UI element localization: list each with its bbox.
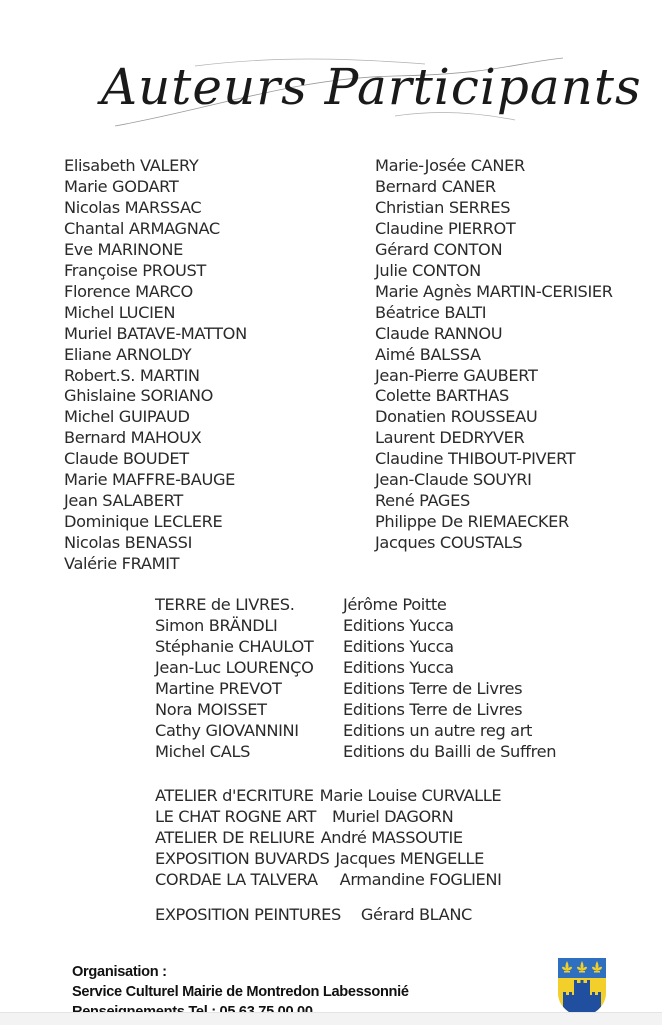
atelier-activity: ATELIER d'ECRITURE [155,786,314,805]
ateliers-list [155,786,501,926]
publisher-house: Editions un autre reg art [343,720,533,740]
author-name: Jean-Claude SOUYRI [375,470,532,490]
author-name: Marie Agnès MARTIN-CERISIER [375,281,613,301]
author-name: Nicolas BENASSI [64,533,192,553]
author-name: Elisabeth VALERY [64,156,199,175]
author-name: Jacques COUSTALS [375,533,523,553]
atelier-row [155,807,501,828]
author-name: Françoise PROUST [64,260,206,280]
author-name: Philippe De RIEMAECKER [375,512,569,532]
author-name: Claude RANNOU [375,323,503,343]
atelier-person: André MASSOUTIE [320,827,463,847]
author-name: Eliane ARNOLDY [64,344,192,364]
author-name: Colette BARTHAS [375,386,509,406]
publisher-row [155,700,556,721]
publisher-row [155,679,556,700]
publisher-house: Jérôme Poitte [343,595,447,614]
author-name: Claudine THIBOUT-PIVERT [375,449,576,469]
author-name: Christian SERRES [375,197,511,217]
organisation-block [72,962,409,1011]
author-name: Claude BOUDET [64,449,189,469]
publisher-row [155,616,556,637]
author-name: Gérard CONTON [375,239,503,259]
publisher-house: Editions du Bailli de Suffren [343,741,557,761]
publisher-row [155,742,556,763]
atelier-person: Armandine FOGLIENI [339,869,502,889]
bottom-edge-strip [0,1012,662,1025]
author-name: Claudine PIERROT [375,218,516,238]
author-name: Jean-Pierre GAUBERT [375,365,538,385]
author-name: Ghislaine SORIANO [64,386,214,406]
atelier-row [155,870,501,891]
authors-right-column [375,156,613,554]
author-name: Laurent DEDRYVER [375,428,525,448]
page-title [95,38,642,138]
author-name: Eve MARINONE [64,239,183,259]
publisher-house: Editions Yucca [343,636,454,656]
author-name: Marie-Josée CANER [375,156,525,175]
atelier-row [155,786,501,807]
publisher-row [155,721,556,742]
publisher-house: Editions Yucca [343,657,454,677]
publisher-row [155,595,556,616]
publishers-list [155,595,556,763]
publisher-house: Editions Terre de Livres [343,699,523,719]
author-name: Chantal ARMAGNAC [64,218,220,238]
title-calligraphy [95,38,642,138]
exposition-activity: EXPOSITION PEINTURES [155,904,341,924]
atelier-person: Jacques MENGELLE [335,848,484,868]
atelier-activity: ATELIER DE RELIURE [155,827,315,847]
publisher-author: Martine PREVOT [155,678,282,698]
publisher-author: Nora MOISSET [155,699,267,719]
author-name: Julie CONTON [375,260,481,280]
coat-of-arms-icon [557,957,607,1019]
publisher-author: Michel CALS [155,741,251,761]
atelier-activity: LE CHAT ROGNE ART [155,806,316,826]
title-text: Auteurs Participants [101,58,642,116]
author-name: Nicolas MARSSAC [64,197,202,217]
author-name: Valérie FRAMIT [64,554,180,574]
author-name: Béatrice BALTI [375,302,487,322]
author-name: Marie GODART [64,176,179,196]
author-name: Bernard MAHOUX [64,428,202,448]
author-name: Marie MAFFRE-BAUGE [64,470,236,490]
organisation-clipped-line [72,1002,409,1011]
exposition-row [155,905,501,926]
author-name: Aimé BALSSA [375,344,481,364]
organisation-label: Organisation : [72,964,167,980]
atelier-activity: CORDAE LA TALVERA [155,869,318,889]
publisher-house: Editions Yucca [343,615,454,635]
author-name: Jean SALABERT [64,491,183,511]
author-name: Florence MARCO [64,281,193,301]
publisher-author: Simon BRÄNDLI [155,615,278,635]
publisher-author: Stéphanie CHAULOT [155,636,314,656]
atelier-row [155,849,501,870]
author-name: Muriel BATAVE-MATTON [64,323,247,343]
author-name: Donatien ROUSSEAU [375,407,538,427]
atelier-activity: EXPOSITION BUVARDS [155,848,330,868]
author-name: Michel LUCIEN [64,302,176,322]
publisher-author: Cathy GIOVANNINI [155,720,299,740]
author-name: René PAGES [375,491,470,511]
organisation-service: Service Culturel Mairie de Montredon Labessonnié [72,984,409,1000]
publisher-row [155,658,556,679]
publisher-author: Jean-Luc LOURENÇO [155,657,314,677]
atelier-person: Marie Louise CURVALLE [319,786,502,805]
atelier-row [155,828,501,849]
exposition-person: Gérard BLANC [360,904,472,924]
authors-left-column [64,156,247,575]
publisher-house: Editions Terre de Livres [343,678,523,698]
publisher-row [155,637,556,658]
author-name: Michel GUIPAUD [64,407,190,427]
author-name: Bernard CANER [375,176,496,196]
atelier-person: Muriel DAGORN [331,806,454,826]
publisher-author: TERRE de LIVRES. [155,595,295,614]
author-name: Dominique LECLERE [64,512,223,532]
author-name: Robert.S. MARTIN [64,365,200,385]
